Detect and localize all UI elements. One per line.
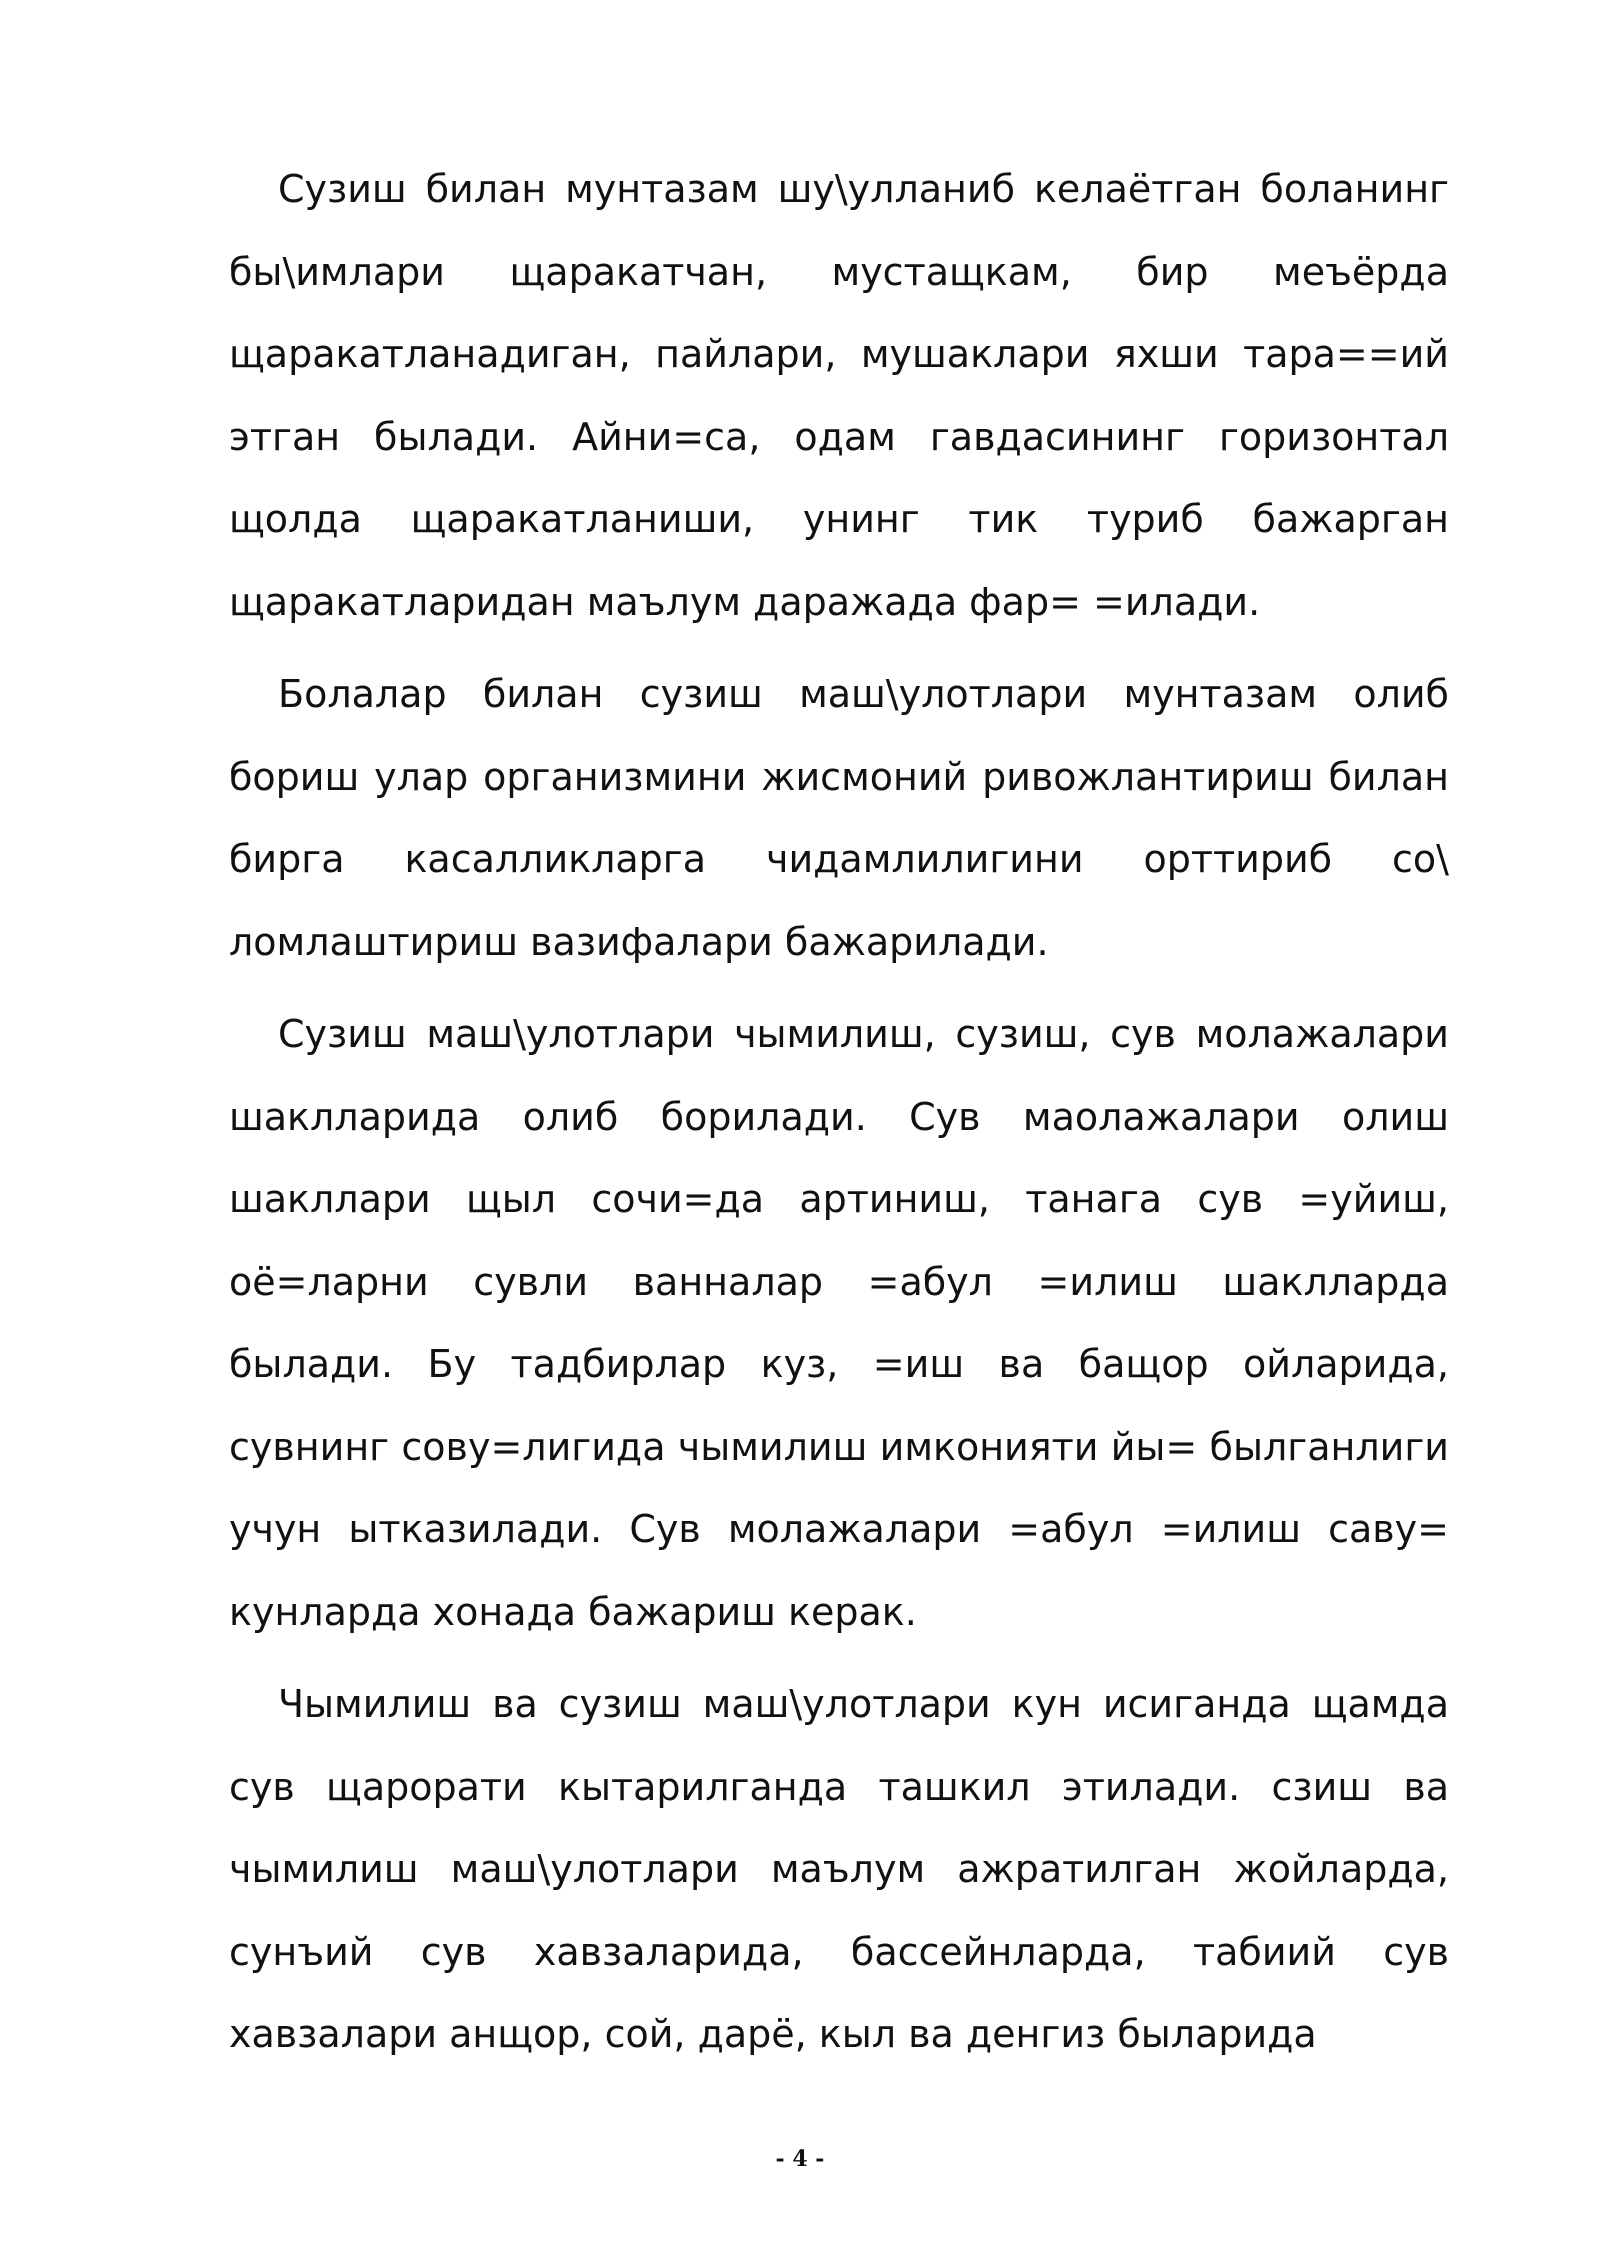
page-number: - 4 - xyxy=(775,2146,825,2172)
paragraph-2: Болалар билан сузиш маш\улотлари мунтазам олиб бориш улар организмини жисмоний ривожлантириш билан бирга касалликларга чидамлилигини орттириб со\ ломлаштириш вазифалари бажарилади. xyxy=(229,672,1449,964)
paragraph-3: Сузиш маш\улотлари чымилиш, сузиш, сув молажалари шаклларида олиб борилади. Сув маолажалари олиш шакллари щыл сочи=да артиниш, танага сув =уйиш, оё=ларни сувли ванналар =абул =илиш шаклларда былади. Бу тадбирлар куз, =иш ва бащор ойларида, сувнинг сову=лигида чымилиш имконияти йы= былганлиги учун ытказилади. Сув молажалари =абул =илиш саву= кунларда хонада бажариш керак. xyxy=(229,1012,1449,1634)
paragraph-1: Сузиш билан мунтазам шу\улланиб келаётган боланинг бы\имлари щаракатчан, мустащкам, бир меъёрда щаракатланадиган, пайлари, мушаклари яхши тара==ий этган былади. Айни=са, одам гавдасининг горизонтал щолда щаракатланиши, унинг тик туриб бажарган щаракатларидан маълум даражада фар= =илади. xyxy=(229,167,1449,624)
document-body xyxy=(229,148,1449,2086)
paragraph-4: Чымилиш ва сузиш маш\улотлари кун исиганда щамда сув щарорати кытарилганда ташкил этилади. сзиш ва чымилиш маш\улотлари маълум ажратилган жойларда, сунъий сув хавзаларида, бассейнларда, табиий сув хавзалари анщор, сой, дарё, кыл ва денгиз быларида xyxy=(229,1682,1449,2056)
